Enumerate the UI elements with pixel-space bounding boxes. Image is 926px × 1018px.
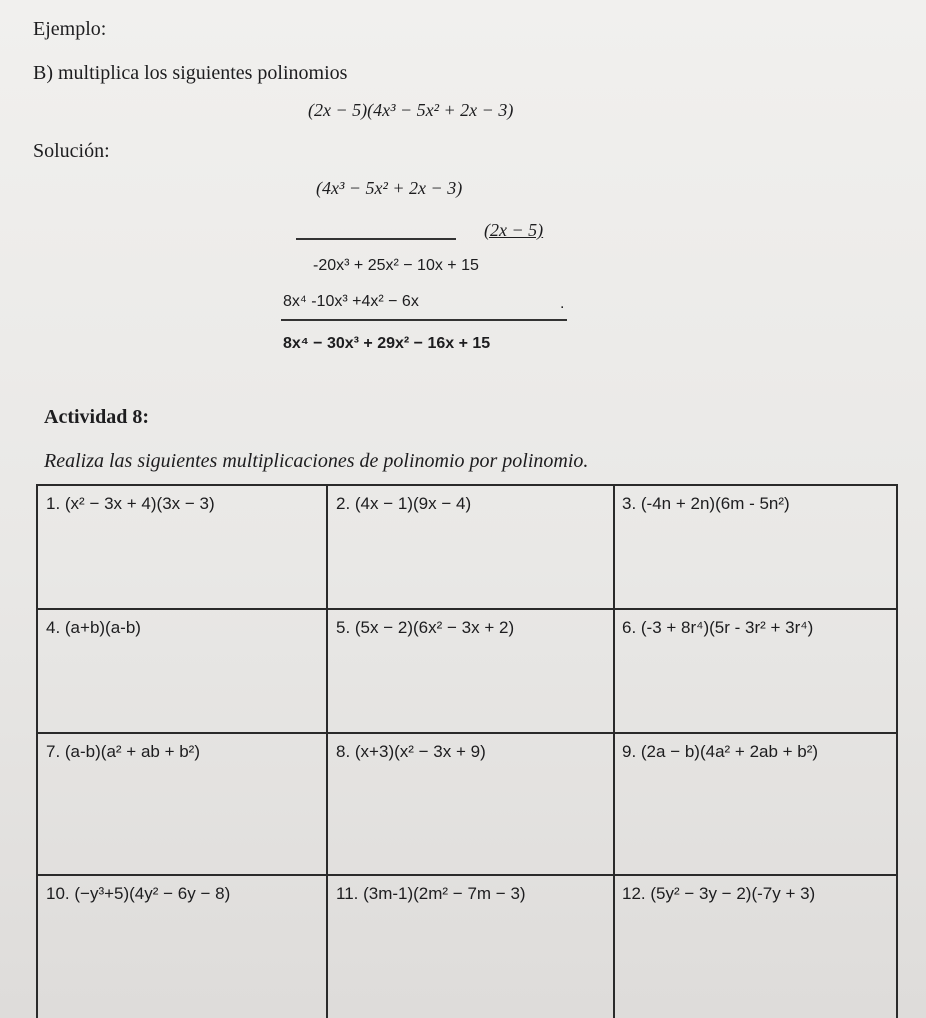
table-border-left (36, 484, 38, 1018)
solution-label: Solución: (33, 140, 110, 162)
exercise-12: 12. (5y² − 3y − 2)(-7y + 3) (622, 884, 816, 903)
table-row-divider (36, 608, 898, 610)
activity-title: Actividad 8: (44, 406, 149, 428)
table-border-top (36, 484, 898, 486)
exercise-11: 11. (3m-1)(2m² − 7m − 3) (336, 884, 526, 903)
exercise-7: 7. (a-b)(a² + ab + b²) (46, 742, 201, 761)
exercise-9: 9. (2a − b)(4a² + 2ab + b²) (622, 742, 819, 761)
exercise-6: 6. (-3 + 8r⁴)(5r - 3r² + 3r⁴) (622, 618, 814, 637)
exercise-2: 2. (4x − 1)(9x − 4) (336, 494, 472, 513)
table-column-divider (613, 484, 615, 1018)
top-factor: (4x³ − 5x² + 2x − 3) (316, 178, 463, 198)
example-subtitle: B) multiplica los siguientes polinomios (33, 62, 348, 84)
exercise-3: 3. (-4n + 2n)(6m - 5n²) (622, 494, 790, 513)
table-column-divider (326, 484, 328, 1018)
bottom-factor: (2x − 5) (484, 220, 544, 240)
sum-rule (281, 319, 567, 321)
exercise-5: 5. (5x − 2)(6x² − 3x + 2) (336, 618, 515, 637)
partial-product-2: 8x⁴ -10x³ +4x² − 6x (283, 293, 419, 310)
exercise-4: 4. (a+b)(a-b) (46, 618, 141, 637)
activity-instruction: Realiza las siguientes multiplicaciones de polinomio por polinomio. (44, 450, 589, 472)
example-result: 8x⁴ − 30x³ + 29x² − 16x + 15 (283, 335, 491, 352)
exercise-1: 1. (x² − 3x + 4)(3x − 3) (46, 494, 215, 513)
exercise-10: 10. (−y³+5)(4y² − 6y − 8) (46, 884, 231, 903)
partial-product-2-end: . (560, 295, 565, 312)
example-title: Ejemplo: (33, 18, 107, 40)
example-problem: (2x − 5)(4x³ − 5x² + 2x − 3) (308, 100, 514, 120)
partial-product-1: -20x³ + 25x² − 10x + 15 (313, 257, 479, 274)
multiplication-rule-left (296, 238, 456, 240)
table-border-right (896, 484, 898, 1018)
table-row-divider (36, 732, 898, 734)
table-row-divider (36, 874, 898, 876)
exercise-8: 8. (x+3)(x² − 3x + 9) (336, 742, 486, 761)
